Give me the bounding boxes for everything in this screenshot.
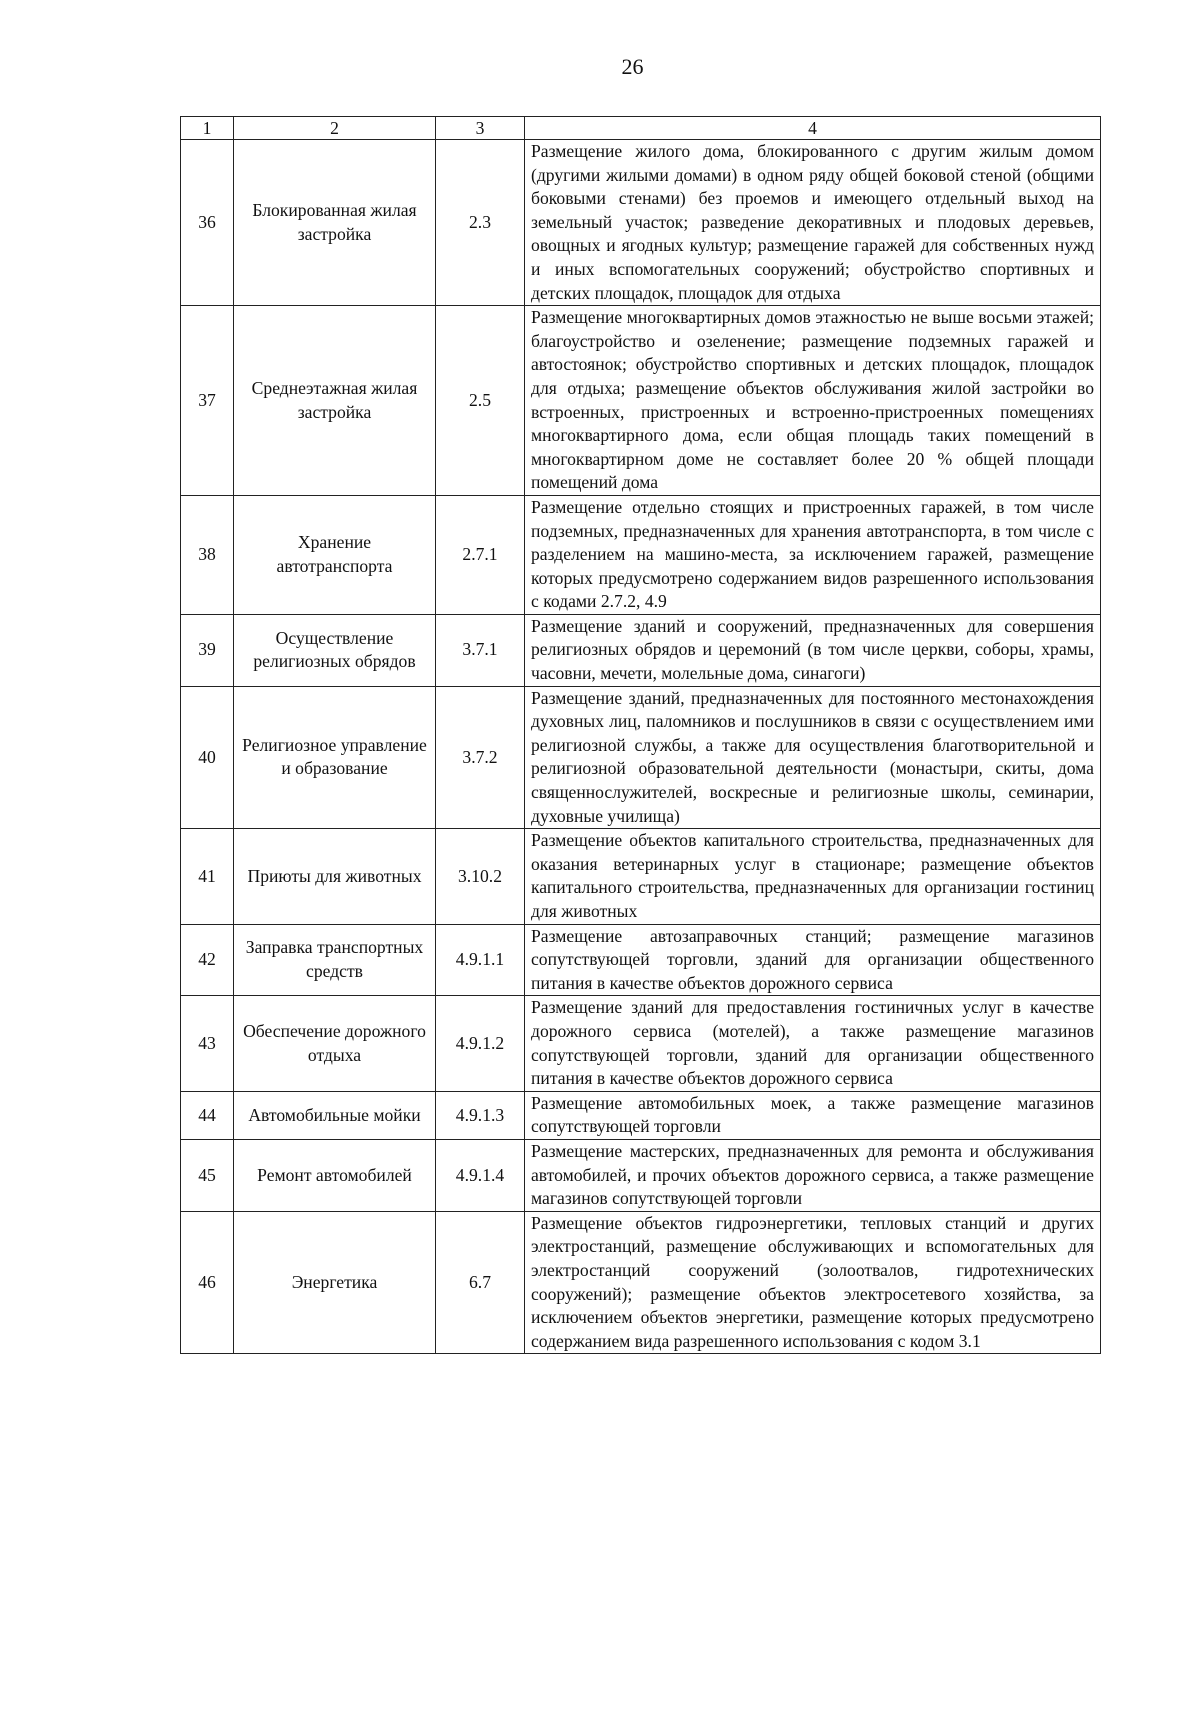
row-number: 38 [181,495,234,614]
header-cell-1: 1 [181,117,234,140]
row-number: 45 [181,1139,234,1211]
row-number: 43 [181,996,234,1091]
use-type-description: Размещение автозаправочных станций; размещение магазинов сопутствующей торговли, зданий для организации общественного питания в качестве объектов дорожного сервиса [525,924,1101,996]
row-number: 44 [181,1091,234,1139]
use-type-code: 4.9.1.3 [436,1091,525,1139]
use-type-description: Размещение мастерских, предназначенных для ремонта и обслуживания автомобилей, и прочих объектов дорожного сервиса, а также размещение магазинов сопутствующей торговли [525,1139,1101,1211]
row-number: 40 [181,686,234,829]
header-cell-2: 2 [234,117,436,140]
row-number: 42 [181,924,234,996]
use-type-code: 6.7 [436,1211,525,1354]
use-type-code: 2.7.1 [436,495,525,614]
page-number: 26 [621,54,644,79]
table-row [181,924,1101,996]
use-type-name: Ремонт автомобилей [234,1139,436,1211]
use-type-description: Размещение зданий, предназначенных для постоянного местонахождения духовных лиц, паломников и послушников в связи с осуществлением ими религиозной службы, а также для осуществления благотворительной и религиозной образовательной деятельности (монастыри, скиты, дома священнослужителей, воскресные и религиозные школы, семинарии, духовные училища) [525,686,1101,829]
table-row [181,306,1101,496]
use-type-code: 2.5 [436,306,525,496]
table-row [181,686,1101,829]
use-type-description: Размещение объектов гидроэнергетики, тепловых станций и других электростанций, размещение обслуживающих и вспомогательных для электростанций сооружений (золоотвалов, гидротехнических сооружений); размещение объектов электросетевого хозяйства, за исключением объектов энергетики, размещение которых предусмотрено содержанием вида разрешенного использования с кодом 3.1 [525,1211,1101,1354]
table-row [181,1091,1101,1139]
use-type-name: Среднеэтажная жилая застройка [234,306,436,496]
table-row [181,996,1101,1091]
use-type-description: Размещение отдельно стоящих и пристроенных гаражей, в том числе подземных, предназначенных для хранения автотранспорта, в том числе с разделением на машино-места, за исключением гаражей, размещение которых предусмотрено содержанием видов разрешенного использования с кодами 2.7.2, 4.9 [525,495,1101,614]
row-number: 37 [181,306,234,496]
use-type-code: 2.3 [436,140,525,306]
use-type-code: 4.9.1.4 [436,1139,525,1211]
use-type-description: Размещение автомобильных моек, а также размещение магазинов сопутствующей торговли [525,1091,1101,1139]
use-type-description: Размещение многоквартирных домов этажностью не выше восьми этажей; благоустройство и озеленение; размещение подземных гаражей и автостоянок; обустройство спортивных и детских площадок, площадок для отдыха; размещение объектов обслуживания жилой застройки во встроенных, пристроенных и встроенно-пристроенных помещениях многоквартирного дома, если общая площадь таких помещений в многоквартирном доме не составляет более 20 % общей площади помещений дома [525,306,1101,496]
use-type-description: Размещение зданий для предоставления гостиничных услуг в качестве дорожного сервиса (мотелей), а также размещение магазинов сопутствующей торговли, зданий для организации общественного питания в качестве объектов дорожного сервиса [525,996,1101,1091]
land-use-table [180,116,1101,1354]
table-row [181,1211,1101,1354]
use-type-name: Обеспечение дорожного отдыха [234,996,436,1091]
header-cell-4: 4 [525,117,1101,140]
header-row [181,117,1101,140]
use-type-name: Энергетика [234,1211,436,1354]
use-type-code: 3.7.1 [436,614,525,686]
use-type-code: 3.10.2 [436,829,525,924]
use-type-name: Приюты для животных [234,829,436,924]
use-type-name: Заправка транспортных средств [234,924,436,996]
row-number: 39 [181,614,234,686]
use-type-description: Размещение жилого дома, блокированного с другим жилым домом (другими жилыми домами) в одном ряду общей боковой стеной (общими боковыми стенами) без проемов и имеющего отдельный выход на земельный участок; разведение декоративных и плодовых деревьев, овощных и ягодных культур; размещение гаражей для собственных нужд и иных вспомогательных сооружений; обустройство спортивных и детских площадок, площадок для отдыха [525,140,1101,306]
table-row [181,140,1101,306]
row-number: 46 [181,1211,234,1354]
use-type-code: 4.9.1.1 [436,924,525,996]
use-type-name: Автомобильные мойки [234,1091,436,1139]
row-number: 41 [181,829,234,924]
use-type-name: Блокированная жилая застройка [234,140,436,306]
use-type-name: Хранение автотранспорта [234,495,436,614]
table-row [181,829,1101,924]
use-type-description: Размещение объектов капитального строительства, предназначенных для оказания ветеринарных услуг в стационаре; размещение объектов капитального строительства, предназначенных для организации гостиниц для животных [525,829,1101,924]
use-type-code: 4.9.1.2 [436,996,525,1091]
header-cell-3: 3 [436,117,525,140]
use-type-name: Религиозное управление и образование [234,686,436,829]
table-row [181,1139,1101,1211]
table-row [181,614,1101,686]
use-type-code: 3.7.2 [436,686,525,829]
use-type-name: Осуществление религиозных обрядов [234,614,436,686]
use-type-description: Размещение зданий и сооружений, предназначенных для совершения религиозных обрядов и церемоний (в том числе церкви, соборы, храмы, часовни, мечети, молельные дома, синагоги) [525,614,1101,686]
row-number: 36 [181,140,234,306]
table-row [181,495,1101,614]
